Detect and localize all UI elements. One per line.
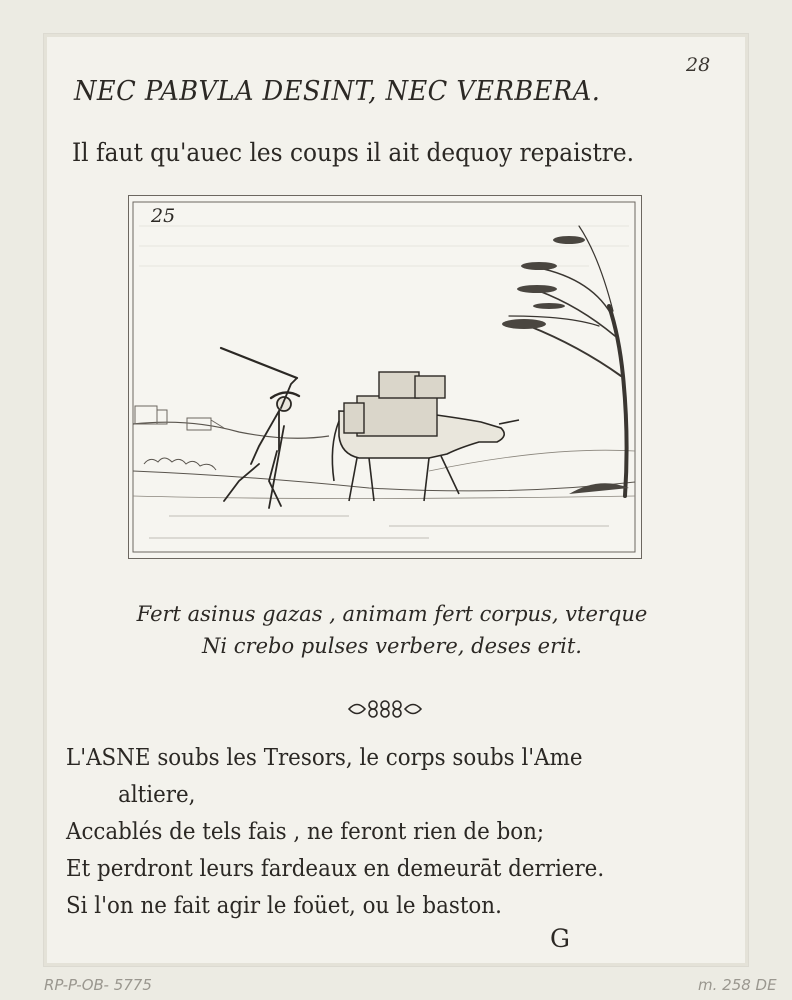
ornament-fleuron-icon [345,696,425,722]
french-line: Et perdront leurs fardeaux en demeurāt derriere. [66,856,605,882]
french-line: Accablés de tels fais , ne feront rien de bon; [66,819,545,845]
inventory-mark-left: RP-P-OB- 5775 [44,976,152,994]
inventory-mark-right: m. 258 DE [698,976,777,994]
french-line: Si l'on ne fait agir le foüet, ou le baston. [66,893,502,919]
french-line: L'ASNE soubs les Tresors, le corps soubs l'Ame [66,745,583,771]
latin-line: Ni crebo pulses verbere, deses erit. [202,634,582,658]
engraving-plate [128,195,642,559]
french-line: altiere, [118,782,196,808]
latin-verse [112,598,672,662]
engraving-illustration [129,196,641,558]
french-verse [66,740,726,925]
page-number: 28 [686,54,711,76]
emblem-subtitle: Il faut qu'auec les coups il ait dequoy repaistre. [72,138,635,167]
emblem-motto: NEC PABVLA DESINT, NEC VERBERA. [74,76,601,107]
latin-line: Fert asinus gazas , animam fert corpus, vterque [136,602,648,626]
plate-number: 25 [151,205,176,227]
signature-mark: G [550,924,570,953]
